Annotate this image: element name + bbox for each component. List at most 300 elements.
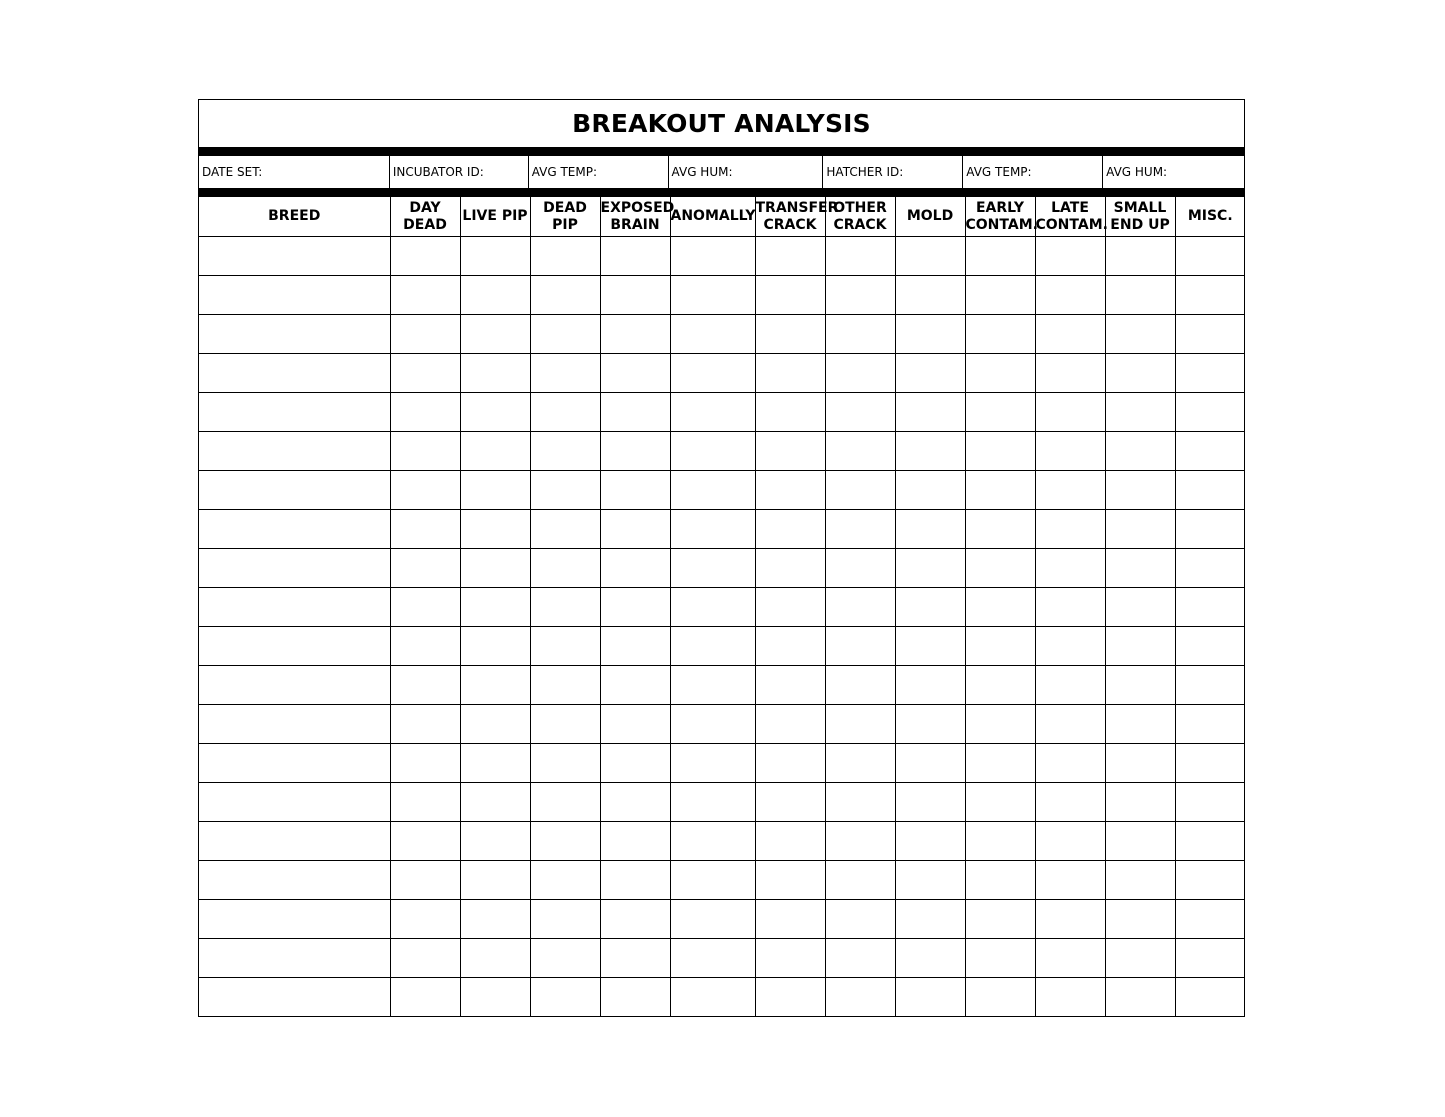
table-row xyxy=(199,939,1245,978)
entry-cell[interactable] xyxy=(670,666,755,705)
entry-cell[interactable] xyxy=(199,354,390,393)
entry-cell[interactable] xyxy=(199,510,390,549)
entry-cell[interactable] xyxy=(600,432,670,471)
entry-cell[interactable] xyxy=(755,900,825,939)
entry-cell[interactable] xyxy=(390,861,460,900)
column-header: BREED xyxy=(199,197,390,237)
entry-cell[interactable] xyxy=(600,666,670,705)
entry-cell[interactable] xyxy=(755,354,825,393)
entry-cell[interactable] xyxy=(965,939,1035,978)
entry-cell[interactable] xyxy=(895,432,965,471)
entry-cell[interactable] xyxy=(530,276,600,315)
entry-cell[interactable] xyxy=(670,978,755,1017)
entry-cell[interactable] xyxy=(1035,588,1105,627)
entry-cell[interactable] xyxy=(965,471,1035,510)
entry-cell[interactable] xyxy=(755,237,825,276)
entry-cell[interactable] xyxy=(390,393,460,432)
entry-cell[interactable] xyxy=(965,822,1035,861)
entry-cell[interactable] xyxy=(670,939,755,978)
entry-cell[interactable] xyxy=(530,393,600,432)
info-field-6[interactable]: AVG HUM: xyxy=(1106,165,1168,179)
entry-cell[interactable] xyxy=(1035,666,1105,705)
entry-cell[interactable] xyxy=(530,783,600,822)
entry-cell[interactable] xyxy=(390,276,460,315)
entry-cell[interactable] xyxy=(199,939,390,978)
entry-cell[interactable] xyxy=(1105,627,1175,666)
column-header: LIVE PIP xyxy=(460,197,530,237)
entry-cell[interactable] xyxy=(895,354,965,393)
column-header: DAY DEAD xyxy=(390,197,460,237)
column-header: SMALL END UP xyxy=(1105,197,1175,237)
entry-cell[interactable] xyxy=(1105,315,1175,354)
entry-cell[interactable] xyxy=(530,978,600,1017)
entry-cell[interactable] xyxy=(825,588,895,627)
entry-cell[interactable] xyxy=(1105,237,1175,276)
entry-cell[interactable] xyxy=(1035,354,1105,393)
entry-cell[interactable] xyxy=(600,783,670,822)
info-field-0[interactable]: DATE SET: xyxy=(199,156,390,188)
entry-cell[interactable] xyxy=(1105,978,1175,1017)
entry-cell[interactable] xyxy=(1035,783,1105,822)
entry-cell[interactable] xyxy=(460,861,530,900)
entry-cell[interactable] xyxy=(600,939,670,978)
entry-cell[interactable] xyxy=(825,510,895,549)
entry-cell[interactable] xyxy=(965,783,1035,822)
entry-cell[interactable] xyxy=(670,510,755,549)
entry-cell[interactable] xyxy=(460,666,530,705)
entry-cell[interactable] xyxy=(1035,549,1105,588)
entry-cell[interactable] xyxy=(600,510,670,549)
entry-cell[interactable] xyxy=(755,315,825,354)
entry-cell[interactable] xyxy=(895,744,965,783)
entry-cell[interactable] xyxy=(460,354,530,393)
entry-cell[interactable] xyxy=(390,471,460,510)
entry-cell[interactable] xyxy=(460,276,530,315)
entry-cell[interactable] xyxy=(1175,276,1245,315)
column-header: MISC. xyxy=(1175,197,1245,237)
entry-cell[interactable] xyxy=(1105,705,1175,744)
entry-cell[interactable] xyxy=(1175,939,1245,978)
entry-cell[interactable] xyxy=(895,627,965,666)
breakout-analysis-form xyxy=(198,99,1245,1017)
entry-cell[interactable] xyxy=(530,510,600,549)
entry-cell[interactable] xyxy=(670,393,755,432)
entry-cell[interactable] xyxy=(1105,783,1175,822)
entry-cell[interactable] xyxy=(530,666,600,705)
entry-cell[interactable] xyxy=(199,900,390,939)
entry-cell[interactable] xyxy=(600,354,670,393)
entry-cell[interactable] xyxy=(460,900,530,939)
entry-cell[interactable] xyxy=(670,705,755,744)
entry-cell[interactable] xyxy=(755,432,825,471)
entry-cell[interactable] xyxy=(1035,432,1105,471)
entry-cell[interactable] xyxy=(600,276,670,315)
entry-cell[interactable] xyxy=(825,432,895,471)
entry-cell[interactable] xyxy=(600,822,670,861)
entry-cell[interactable] xyxy=(1175,783,1245,822)
entry-cell[interactable] xyxy=(199,627,390,666)
entry-cell[interactable] xyxy=(1175,315,1245,354)
entry-cell[interactable] xyxy=(1035,276,1105,315)
entry-cell[interactable] xyxy=(895,939,965,978)
entry-cell[interactable] xyxy=(965,861,1035,900)
entry-cell[interactable] xyxy=(965,900,1035,939)
entry-cell[interactable] xyxy=(755,666,825,705)
entry-cell[interactable] xyxy=(530,237,600,276)
entry-cell[interactable] xyxy=(825,783,895,822)
entry-cell[interactable] xyxy=(1175,666,1245,705)
entry-cell[interactable] xyxy=(755,744,825,783)
entry-cell[interactable] xyxy=(600,978,670,1017)
entry-cell[interactable] xyxy=(530,354,600,393)
entry-cell[interactable] xyxy=(390,237,460,276)
table-row xyxy=(199,783,1245,822)
entry-cell[interactable] xyxy=(600,627,670,666)
entry-cell[interactable] xyxy=(1035,627,1105,666)
entry-cell[interactable] xyxy=(755,939,825,978)
entry-cell[interactable] xyxy=(1035,900,1105,939)
entry-cell[interactable] xyxy=(825,627,895,666)
column-header: DEAD PIP xyxy=(530,197,600,237)
entry-cell[interactable] xyxy=(1105,549,1175,588)
entry-cell[interactable] xyxy=(460,978,530,1017)
entry-cell[interactable] xyxy=(755,861,825,900)
table-row xyxy=(199,510,1245,549)
info-row xyxy=(199,156,1244,188)
entry-cell[interactable] xyxy=(199,432,390,471)
entry-cell[interactable] xyxy=(670,588,755,627)
entry-cell[interactable] xyxy=(199,549,390,588)
entry-cell[interactable] xyxy=(390,900,460,939)
info-field-1[interactable]: INCUBATOR ID: xyxy=(390,156,529,188)
entry-cell[interactable] xyxy=(530,939,600,978)
entry-cell[interactable] xyxy=(1035,822,1105,861)
entry-cell[interactable] xyxy=(600,900,670,939)
entry-cell[interactable] xyxy=(199,978,390,1017)
entry-cell[interactable] xyxy=(460,237,530,276)
entry-cell[interactable] xyxy=(390,588,460,627)
entry-cell[interactable] xyxy=(390,510,460,549)
entry-cell[interactable] xyxy=(670,315,755,354)
entry-cell[interactable] xyxy=(670,276,755,315)
entry-cell[interactable] xyxy=(825,861,895,900)
entry-cell[interactable] xyxy=(1175,237,1245,276)
entry-cell[interactable] xyxy=(530,900,600,939)
entry-cell[interactable] xyxy=(1175,744,1245,783)
entry-cell[interactable] xyxy=(530,705,600,744)
entry-cell[interactable] xyxy=(390,705,460,744)
table-row xyxy=(199,978,1245,1017)
entry-cell[interactable] xyxy=(199,588,390,627)
column-header: EXPOSED BRAIN xyxy=(600,197,670,237)
entry-cell[interactable] xyxy=(600,471,670,510)
info-field-2[interactable]: AVG TEMP: xyxy=(529,156,669,188)
entry-cell[interactable] xyxy=(895,900,965,939)
entry-cell[interactable] xyxy=(600,588,670,627)
entry-cell[interactable] xyxy=(1105,588,1175,627)
entry-cell[interactable] xyxy=(895,549,965,588)
entry-cell[interactable] xyxy=(825,900,895,939)
entry-cell[interactable] xyxy=(460,510,530,549)
entry-cell[interactable] xyxy=(460,432,530,471)
entry-cell[interactable] xyxy=(965,354,1035,393)
entry-cell[interactable] xyxy=(1175,432,1245,471)
entry-cell[interactable] xyxy=(755,627,825,666)
entry-cell[interactable] xyxy=(895,471,965,510)
entry-cell[interactable] xyxy=(825,978,895,1017)
entry-cell[interactable] xyxy=(1035,978,1105,1017)
table-row xyxy=(199,666,1245,705)
entry-cell[interactable] xyxy=(1175,900,1245,939)
entry-cell[interactable] xyxy=(199,393,390,432)
table-row xyxy=(199,471,1245,510)
entry-cell[interactable] xyxy=(1105,276,1175,315)
entry-cell[interactable] xyxy=(390,666,460,705)
entry-cell[interactable] xyxy=(390,432,460,471)
entry-cell[interactable] xyxy=(1175,393,1245,432)
entry-cell[interactable] xyxy=(390,744,460,783)
entry-cell[interactable] xyxy=(670,900,755,939)
entry-cell[interactable] xyxy=(825,354,895,393)
entry-cell[interactable] xyxy=(895,315,965,354)
table-row xyxy=(199,393,1245,432)
entry-cell[interactable] xyxy=(755,510,825,549)
entry-cell[interactable] xyxy=(460,705,530,744)
entry-cell[interactable] xyxy=(199,666,390,705)
column-header: MOLD xyxy=(895,197,965,237)
entry-cell[interactable] xyxy=(670,783,755,822)
entry-cell[interactable] xyxy=(600,744,670,783)
info-field-4[interactable]: HATCHER ID: xyxy=(823,156,963,188)
table-row xyxy=(199,549,1245,588)
column-header: LATE CONTAM. xyxy=(1035,197,1105,237)
entry-cell[interactable] xyxy=(895,276,965,315)
entry-cell[interactable] xyxy=(825,822,895,861)
entry-cell[interactable] xyxy=(460,471,530,510)
entry-cell[interactable] xyxy=(670,354,755,393)
entry-cell[interactable] xyxy=(755,276,825,315)
entry-cell[interactable] xyxy=(199,276,390,315)
table-row xyxy=(199,822,1245,861)
table-row xyxy=(199,627,1245,666)
entry-cell[interactable] xyxy=(199,861,390,900)
entry-cell[interactable] xyxy=(460,393,530,432)
entry-cell[interactable] xyxy=(1175,705,1245,744)
entry-cell[interactable] xyxy=(825,549,895,588)
entry-cell[interactable] xyxy=(530,432,600,471)
entry-cell[interactable] xyxy=(390,939,460,978)
entry-cell[interactable] xyxy=(1175,354,1245,393)
entry-cell[interactable] xyxy=(460,744,530,783)
entry-cell[interactable] xyxy=(1105,510,1175,549)
entry-cell[interactable] xyxy=(965,549,1035,588)
entry-cell[interactable] xyxy=(1105,744,1175,783)
entry-cell[interactable] xyxy=(670,822,755,861)
entry-cell[interactable] xyxy=(1175,549,1245,588)
entry-cell[interactable] xyxy=(895,510,965,549)
entry-cell[interactable] xyxy=(1105,393,1175,432)
entry-cell[interactable] xyxy=(600,549,670,588)
entry-cell[interactable] xyxy=(460,822,530,861)
entry-cell[interactable] xyxy=(530,861,600,900)
entry-cell[interactable] xyxy=(965,705,1035,744)
entry-cell[interactable] xyxy=(199,744,390,783)
entry-cell[interactable] xyxy=(965,432,1035,471)
table-row xyxy=(199,744,1245,783)
entry-cell[interactable] xyxy=(965,744,1035,783)
entry-cell[interactable] xyxy=(1105,822,1175,861)
entry-cell[interactable] xyxy=(1105,939,1175,978)
table-row xyxy=(199,861,1245,900)
entry-cell[interactable] xyxy=(1175,510,1245,549)
entry-cell[interactable] xyxy=(825,705,895,744)
entry-cell[interactable] xyxy=(895,783,965,822)
entry-cell[interactable] xyxy=(530,627,600,666)
entry-cell[interactable] xyxy=(1035,237,1105,276)
entry-cell[interactable] xyxy=(1105,900,1175,939)
info-field-3[interactable]: AVG HUM: xyxy=(669,156,824,188)
entry-cell[interactable] xyxy=(530,549,600,588)
entry-cell[interactable] xyxy=(825,939,895,978)
entry-cell[interactable] xyxy=(530,471,600,510)
entry-cell[interactable] xyxy=(965,315,1035,354)
entry-cell[interactable] xyxy=(460,549,530,588)
entry-cell[interactable] xyxy=(390,783,460,822)
column-header: TRANSFER CRACK xyxy=(755,197,825,237)
entry-cell[interactable] xyxy=(965,393,1035,432)
entry-cell[interactable] xyxy=(965,627,1035,666)
entry-cell[interactable] xyxy=(460,783,530,822)
entry-cell[interactable] xyxy=(460,315,530,354)
entry-cell[interactable] xyxy=(755,978,825,1017)
entry-cell[interactable] xyxy=(390,627,460,666)
entry-cell[interactable] xyxy=(1175,861,1245,900)
entry-cell[interactable] xyxy=(1035,939,1105,978)
entry-cell[interactable] xyxy=(825,666,895,705)
entry-cell[interactable] xyxy=(1035,510,1105,549)
entry-cell[interactable] xyxy=(199,471,390,510)
column-header: ANOMALLY xyxy=(670,197,755,237)
table-row xyxy=(199,237,1245,276)
entry-cell[interactable] xyxy=(670,627,755,666)
entry-cell[interactable] xyxy=(755,822,825,861)
entry-cell[interactable] xyxy=(895,822,965,861)
entry-cell[interactable] xyxy=(825,315,895,354)
entry-cell[interactable] xyxy=(390,978,460,1017)
entry-cell[interactable] xyxy=(1105,432,1175,471)
entry-cell[interactable] xyxy=(199,237,390,276)
entry-cell[interactable] xyxy=(1035,861,1105,900)
entry-cell[interactable] xyxy=(1035,705,1105,744)
entry-cell[interactable] xyxy=(1105,354,1175,393)
entry-cell[interactable] xyxy=(895,588,965,627)
entry-cell[interactable] xyxy=(199,315,390,354)
entry-cell[interactable] xyxy=(965,666,1035,705)
entry-cell[interactable] xyxy=(825,276,895,315)
entry-cell[interactable] xyxy=(530,822,600,861)
entry-cell[interactable] xyxy=(390,354,460,393)
entry-cell[interactable] xyxy=(755,393,825,432)
entry-cell[interactable] xyxy=(1035,744,1105,783)
column-header: EARLY CONTAM. xyxy=(965,197,1035,237)
entry-cell[interactable] xyxy=(670,861,755,900)
entry-cell[interactable] xyxy=(755,549,825,588)
entry-cell[interactable] xyxy=(530,744,600,783)
entry-cell[interactable] xyxy=(1105,861,1175,900)
entry-cell[interactable] xyxy=(755,588,825,627)
entry-cell[interactable] xyxy=(199,705,390,744)
entry-cell[interactable] xyxy=(600,705,670,744)
entry-cell[interactable] xyxy=(895,237,965,276)
entry-cell[interactable] xyxy=(1175,627,1245,666)
entry-cell[interactable] xyxy=(825,237,895,276)
entry-cell[interactable] xyxy=(530,315,600,354)
entry-cell[interactable] xyxy=(895,861,965,900)
column-header: OTHER CRACK xyxy=(825,197,895,237)
entry-cell[interactable] xyxy=(965,276,1035,315)
entry-cell[interactable] xyxy=(460,588,530,627)
entry-cell[interactable] xyxy=(199,783,390,822)
entry-cell[interactable] xyxy=(460,939,530,978)
entry-cell[interactable] xyxy=(199,822,390,861)
entry-cell[interactable] xyxy=(460,627,530,666)
entry-cell[interactable] xyxy=(1035,471,1105,510)
table-row xyxy=(199,354,1245,393)
table-row xyxy=(199,705,1245,744)
entry-cell[interactable] xyxy=(1175,471,1245,510)
entry-cell[interactable] xyxy=(755,783,825,822)
entry-cell[interactable] xyxy=(825,744,895,783)
entry-cell[interactable] xyxy=(670,744,755,783)
entry-cell[interactable] xyxy=(600,315,670,354)
table-row xyxy=(199,588,1245,627)
entry-cell[interactable] xyxy=(895,393,965,432)
entry-cell[interactable] xyxy=(670,471,755,510)
entry-cell[interactable] xyxy=(965,510,1035,549)
entry-cell[interactable] xyxy=(825,393,895,432)
entry-cell[interactable] xyxy=(390,822,460,861)
entry-cell[interactable] xyxy=(965,237,1035,276)
entry-cell[interactable] xyxy=(530,588,600,627)
entry-cell[interactable] xyxy=(755,705,825,744)
entry-cell[interactable] xyxy=(600,393,670,432)
entry-cell[interactable] xyxy=(825,471,895,510)
entry-cell[interactable] xyxy=(600,237,670,276)
entry-cell[interactable] xyxy=(965,588,1035,627)
entry-cell[interactable] xyxy=(895,666,965,705)
entry-cell[interactable] xyxy=(670,432,755,471)
entry-cell[interactable] xyxy=(965,978,1035,1017)
entry-cell[interactable] xyxy=(755,471,825,510)
entry-cell[interactable] xyxy=(390,549,460,588)
entry-cell[interactable] xyxy=(1035,393,1105,432)
entry-cell[interactable] xyxy=(895,978,965,1017)
entry-cell[interactable] xyxy=(1175,588,1245,627)
breakout-table xyxy=(199,197,1245,1016)
info-field-5[interactable]: AVG TEMP: xyxy=(963,156,1103,188)
entry-cell[interactable] xyxy=(895,705,965,744)
entry-cell[interactable] xyxy=(670,237,755,276)
entry-cell[interactable] xyxy=(1175,822,1245,861)
entry-cell[interactable] xyxy=(390,315,460,354)
entry-cell[interactable] xyxy=(1105,666,1175,705)
entry-cell[interactable] xyxy=(600,861,670,900)
table-row xyxy=(199,900,1245,939)
entry-cell[interactable] xyxy=(670,549,755,588)
entry-cell[interactable] xyxy=(1175,978,1245,1017)
entry-cell[interactable] xyxy=(1105,471,1175,510)
entry-cell[interactable] xyxy=(1035,315,1105,354)
